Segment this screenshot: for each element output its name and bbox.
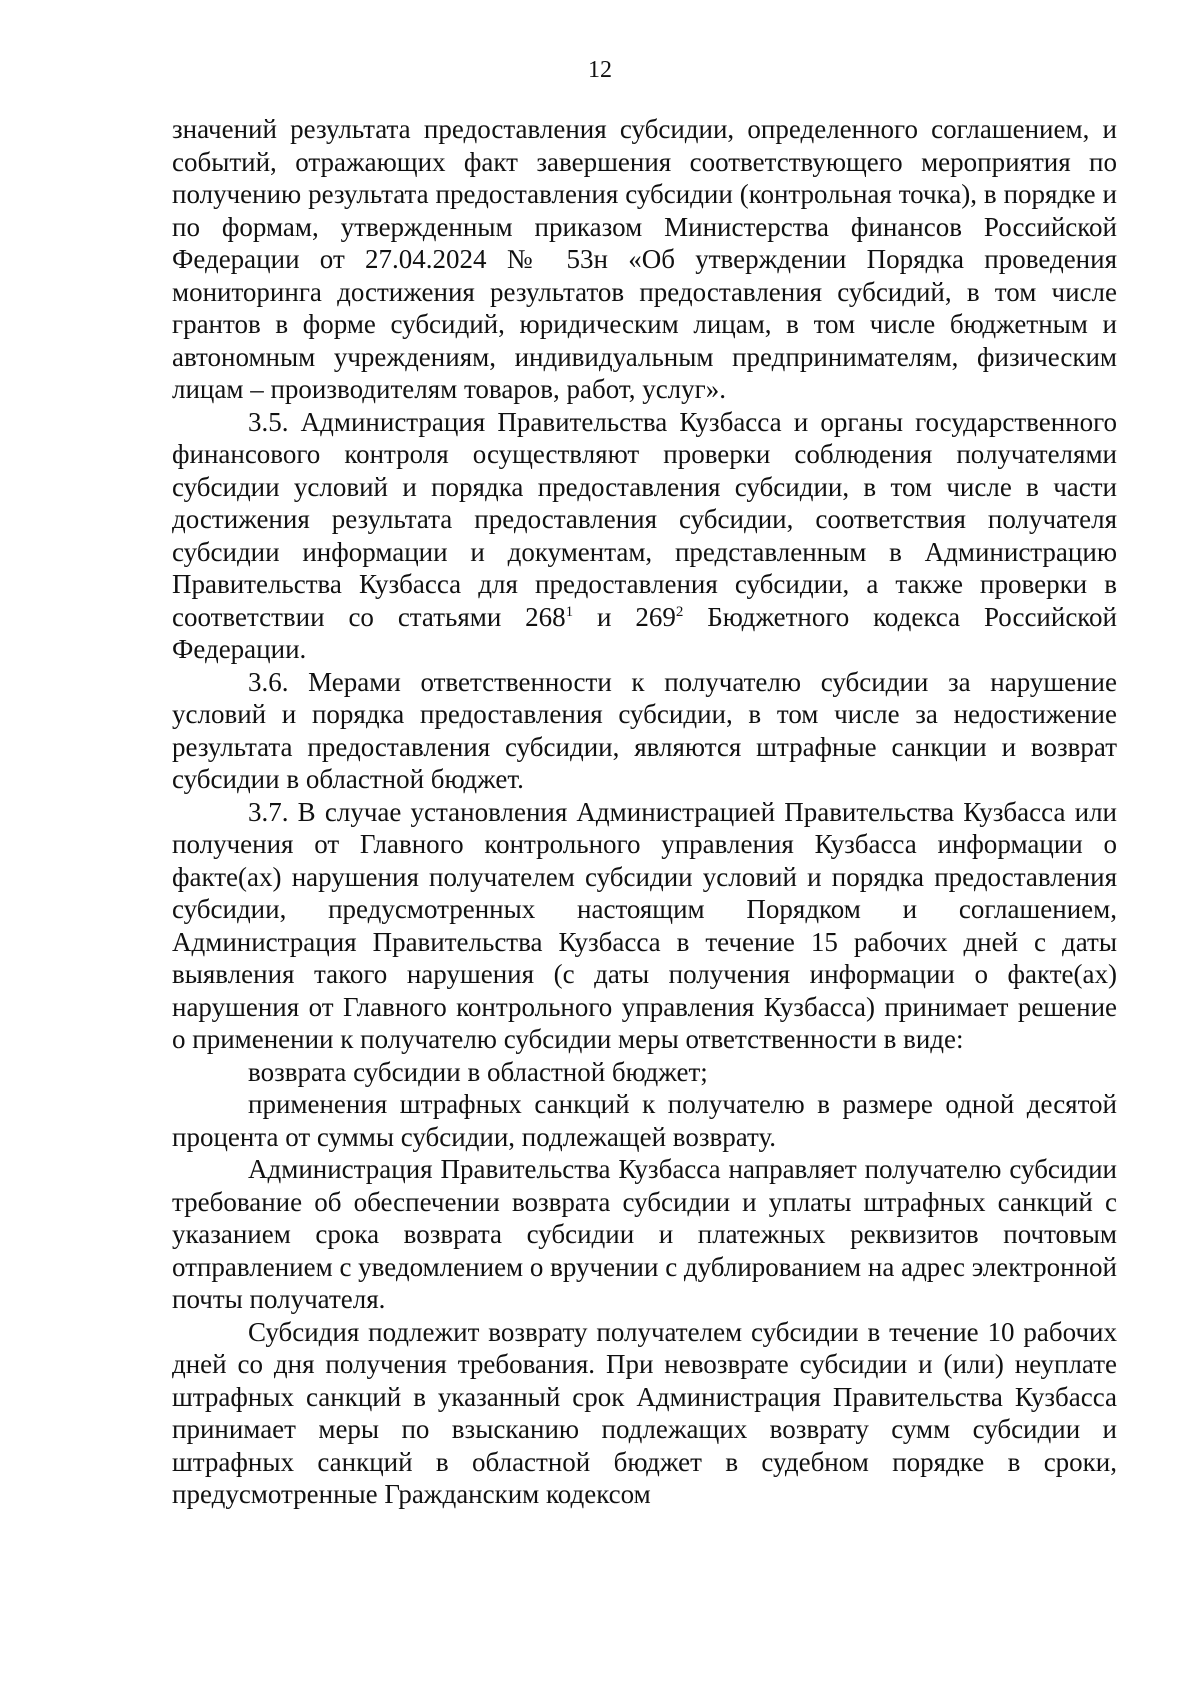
paragraph-continuation-monitoring: значений результата предоставления субсидии, определенного соглашением, и событий, отражающих факт завершения соответствующего мероприятия по получению результата предоставления субсидии (контрольная точка), в порядке и по формам, утвержденным приказом Министерства финансов Российской Федерации от 27.04.2024 № 53н «Об утверждении Порядка проведения мониторинга достижения результатов предоставления субсидий, в том числе грантов в форме субсидий, юридическим лицам, в том числе бюджетным и автономным учреждениям, индивидуальным предпринимателям, физическим лицам – производителям товаров, работ, услуг». bbox=[172, 114, 1117, 404]
paragraph-3-5-articles-before: со статьями 268 bbox=[348, 601, 566, 632]
paragraph-3-5-articles-after: Бюджетного кодекса Российской Федерации. bbox=[172, 601, 1118, 664]
paragraph-requirement-notice: Администрация Правительства Кузбасса направляет получателю субсидии требование об обеспечении возврата субсидии и уплаты штрафных санкций с указанием срока возврата субсидии и платежных реквизитов почтовым отправлением с уведомлением о вручении с дублированием на адрес электронной почты получателя. bbox=[172, 1154, 1117, 1314]
paragraph-3-5-text: 3.5. Администрация Правительства Кузбасса и органы государственного финансового контроля осуществляют проверки соблюдения получателями субсидии условий и порядка предоставления субсидии, в том числе в части достижения результата предоставления субсидии, соответствия получателя субсидии информации и документам, представленным в Администрацию Правительства Кузбасса для предоставления субсидии, а также проверки в соответствии bbox=[172, 406, 1117, 632]
paragraph-return-deadline: Субсидия подлежит возврату получателем субсидии в течение 10 рабочих дней со дня получения требования. При невозврате субсидии и (или) неуплате штрафных санкций в указанный срок Администрация Правительства Кузбасса принимает меры по взысканию подлежащих возврату сумм субсидии и штрафных санкций в областной бюджет в судебном порядке в сроки, предусмотренные Гражданским кодексом bbox=[172, 1316, 1117, 1509]
document-body bbox=[172, 113, 1117, 1511]
paragraph-3-5 bbox=[172, 406, 1117, 666]
article-269-superscript: 2 bbox=[675, 603, 684, 620]
paragraph-3-5-articles-middle: и 269 bbox=[573, 601, 676, 632]
paragraph-3-6: 3.6. Мерами ответственности к получателю субсидии за нарушение условий и порядка предоставления субсидии, в том числе за недостижение результата предоставления субсидии, являются штрафные санкции и возврат субсидии в областной бюджет. bbox=[172, 666, 1117, 794]
article-268-superscript: 1 bbox=[565, 603, 574, 620]
page-number: 12 bbox=[588, 57, 612, 83]
list-item-penalty: применения штрафных санкций к получателю в размере одной десятой процента от суммы субсидии, подлежащей возврату. bbox=[172, 1089, 1117, 1152]
list-item-return-subsidy: возврата субсидии в областной бюджет; bbox=[248, 1056, 708, 1087]
paragraph-3-7: 3.7. В случае установления Администрацией Правительства Кузбасса или получения от Главного контрольного управления Кузбасса информации о факте(ах) нарушения получателем субсидии условий и порядка предоставления субсидии, предусмотренных настоящим Порядком и соглашением, Администрация Правительства Кузбасса в течение 15 рабочих дней с даты выявления такого нарушения (с даты получения информации о факте(ах) нарушения от Главного контрольного управления Кузбасса) принимает решение о применении к получателю субсидии меры ответственности в виде: bbox=[172, 796, 1117, 1054]
